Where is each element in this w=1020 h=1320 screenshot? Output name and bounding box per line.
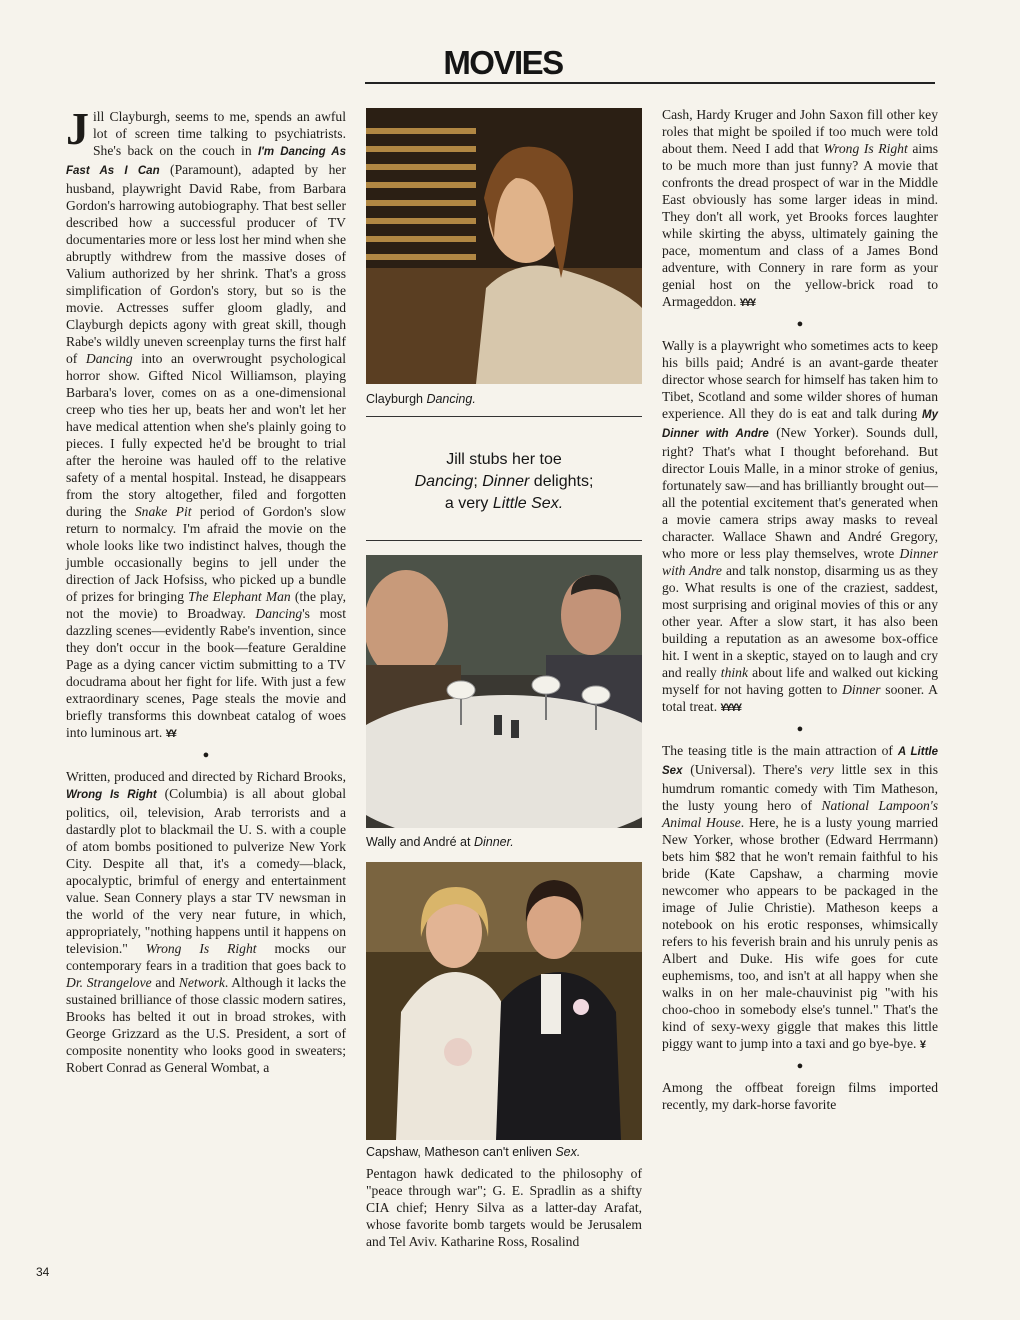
middle-column-text: Pentagon hawk dedicated to the philosophy of "peace through war"; G. E. Spradlin as a shifty CIA chief; Henry Silva as a latter-day Arafat, whose favorite bomb targets would be Jerusalem and Tel Aviv. Katharine Ross, Rosalind: [366, 1166, 642, 1249]
photo-caption-clayburgh: Clayburgh Dancing.: [366, 392, 476, 406]
right-column: [662, 106, 938, 1113]
review-wrong-is-right: Written, produced and directed by Richard Brooks, Wrong Is Right (Columbia) is all about global politics, oil, television, Arab terrorists and a dastardly plot to blackmail the U. S. with a couple of atom bombs positioned to pulverize New York City. Despite all that, it's a comedy—black, apocalyptic, brimful of energy and entertainment value. Sean Connery plays a star TV newsman in the world of the very near future, in which, appropriately, "nothing happens until it happens on television." Wrong Is Right mocks our contemporary fears in a tradition that goes back to Dr. Strangelove and Network. Although it lacks the sustained brilliance of those classic modern satires, Brooks has belted it out in broad strokes, with George Grizzard as the U.S. President, a sort of composite nonentity who looks good in sweaters; Robert Conrad as General Wombat, a: [66, 769, 346, 1075]
film-title: My Dinner with Andre: [662, 409, 938, 440]
paragraph-foreign-films: Among the offbeat foreign films imported recently, my dark-horse favorite: [662, 1080, 938, 1112]
film-title: A Little Sex: [662, 746, 938, 777]
rating: ¥¥¥: [739, 297, 756, 309]
section-bullet: ●: [796, 318, 804, 330]
review-my-dinner-with-andre: Wally is a playwright who sometimes acts to keep his bills paid; André is an avant-garde theater director whose search for himself has taken him to Tibet, Scotland and some wilder shores of human experience. All they do is eat and talk during My Dinner with Andre (New Yorker). Sounds dull, right? That's what I thought beforehand. But director Louis Malle, in a minor stroke of genius, fortunately saw—and has brilliantly brought out—all the potential excitement that's generated when a movie camera strips away masks to reveal character. Wallace Shawn and André Gregory, who more or less play themselves, wrote Dinner with Andre and talk nonstop, disarming us as they go. What results is one of the craziest, saddest, most surprising and original movies of this or any other year. After a slow start, it has also been building a reputation as an awesome box-office hit. I went in a skeptic, stayed on to laugh and cry and really think about life and walked out kicking myself for not having gotten to Dinner sooner. A total treat. ¥¥¥¥: [662, 338, 938, 714]
page-number: 34: [36, 1265, 50, 1279]
pullquote: Jill stubs her toe Dancing; Dinner delights; a very Little Sex.: [414, 451, 594, 512]
header-rule: [365, 82, 935, 84]
photo-caption-dinner: Wally and André at Dinner.: [366, 835, 514, 849]
section-title: MOVIES: [443, 44, 563, 81]
rating: ¥: [919, 1039, 925, 1051]
review-a-little-sex: The teasing title is the main attraction of A Little Sex (Universal). There's very little sex in this humdrum romantic comedy with Tim Matheson, the lusty young hero of National Lampoon's Animal House. Here, he is a lusty young married New Yorker, whose brother (Edward Herrmann) bets him $82 that he won't remain faithful to his bride (Kate Capshaw, a charming movie newcomer who appears to be packaged in the image of Julie Christie). Matheson keeps a notebook on his erotic responses, whimsically refers to his feverish brain and his unruly penis as Albert and Duke. His wife goes for cute euphemisms, too, and isn't at all happy when she walks in on her male-chauvinist pig "with his choo-choo in somebody else's tunnel." That's the kind of sexy-wexy giggle that makes this little piggy want to jump into a taxi and go bye-bye. ¥: [662, 743, 939, 1051]
rating: ¥¥: [165, 728, 176, 740]
film-title: Wrong Is Right: [66, 789, 157, 801]
dropcap: J: [66, 103, 89, 154]
review-dancing: Jill Clayburgh, seems to me, spends an awful lot of screen time talking to psychiatrists. She's back on the couch in I'm Dancing As Fast As I Can (Paramount), adapted by her husband, playwright David Rabe, from Barbara Gordon's harrowing autobiography. That best seller described how a successful producer of TV documentaries more or less lost her mind when she abruptly withdrew from the massive doses of Valium authorized by her shrink. That's a gross simplification of Gordon's story, but so is the movie. Actresses suffer gloom gladly, and Clayburgh depicts agony with great skill, though Rabe's wildly uneven screenplay turns the first half of Dancing into an overwrought psychological horror show. Gifted Nicol Williamson, playing Barbara's lover, comes on as a one-dimensional creep who ties her up, beats her and won't let her have medical attention when she's plainly going to pieces. I fully expected he'd be brought to trial after the heroine was hauled off to the relative safety of a mental hospital. Instead, he disappears from the story altogether, filed and forgotten during the Snake Pit period of Gordon's slow return to normalcy. I'm afraid the movie on the whole looks like two indistinct halves, though the jumble occasionally begins to jell under the direction of Jack Hofsiss, who picked up a bundle of prizes for bringing The Elephant Man (the play, not the movie) to Broadway. Dancing's most dazzling scenes—evidently Rabe's invention, since they don't occur in the book—feature Geraldine Page as a dying cancer victim submitting to a TV docudrama about her fight for life. With just a few extraordinary scenes, Page steals the movie and briefly transforms this downbeat catalog of woes into luminous art. ¥¥: [66, 103, 347, 740]
section-bullet: ●: [202, 749, 210, 761]
review-wrong-is-right-continued: Cash, Hardy Kruger and John Saxon fill other key roles that might be spoiled if too much were told about them. Need I add that Wrong Is Right aims to be much more than just funny? A movie that confronts the dread prospect of war in the Middle East obviously has some larger ideas in mind. They don't all work, yet Brooks forces laughter while skirting the abyss, ultimately gaining the pace, momentum and class of a James Bond adventure, with Connery in rare form as your genial host on the yellow-brick road to Armageddon. ¥¥¥: [662, 107, 938, 309]
section-bullet: ●: [796, 1060, 804, 1072]
rating: ¥¥¥¥: [720, 702, 741, 714]
photo-caption-little-sex: Capshaw, Matheson can't enliven Sex.: [366, 1145, 581, 1159]
section-bullet: ●: [796, 723, 804, 735]
film-title: I'm Dancing As Fast As I Can: [66, 146, 347, 177]
pullquote-rule-bottom: [366, 540, 642, 541]
photo-dinner: [366, 555, 642, 828]
photo-little-sex: [366, 862, 642, 1140]
pullquote-rule-top: [366, 416, 642, 417]
photo-clayburgh: [366, 108, 642, 384]
left-column: [66, 103, 347, 1076]
